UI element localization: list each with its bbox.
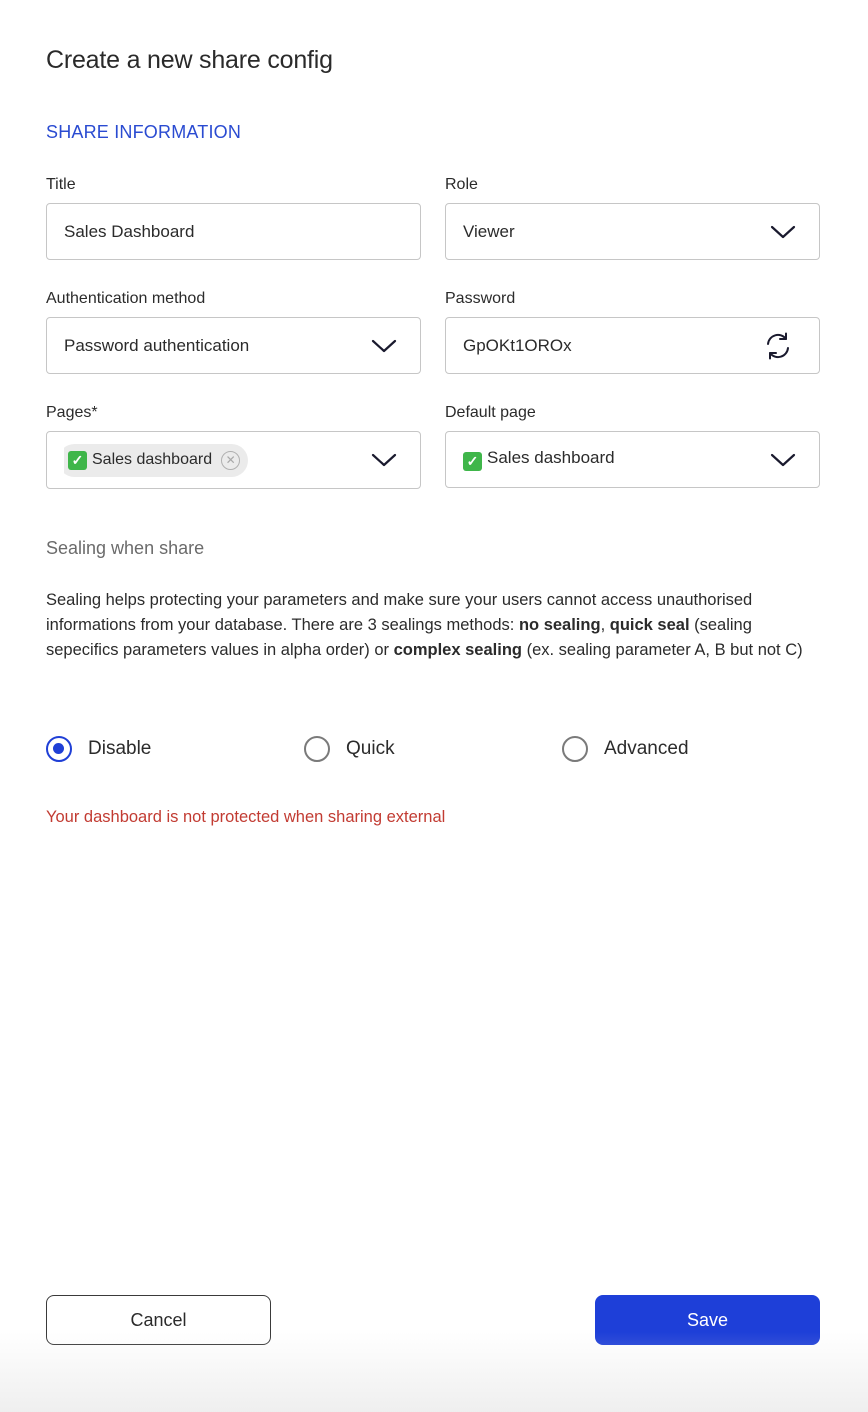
- auth-method-field: [46, 289, 421, 374]
- section-title-share-information: SHARE INFORMATION: [46, 122, 242, 142]
- role-field: [445, 175, 820, 260]
- pages-label: Pages*: [46, 404, 98, 421]
- sealing-desc-text-1: Sealing helps protecting your parameters and make sure your users cannot access unauthorised informations from your database. There are 3 sealings methods:: [46, 591, 753, 634]
- password-input-value: GpOKt1OROx: [463, 335, 572, 355]
- default-page-select-value: [463, 448, 770, 471]
- title-input[interactable]: [46, 203, 421, 260]
- radio-disable[interactable]: [46, 736, 151, 762]
- default-page-field: [445, 403, 820, 488]
- sealing-warning-message: Your dashboard is not protected when sharing external: [46, 808, 446, 826]
- sealing-desc-text-2: ,: [600, 616, 610, 634]
- dialog-title: Create a new share config: [46, 46, 333, 74]
- sealing-title: Sealing when share: [46, 538, 205, 558]
- password-field: [445, 289, 820, 374]
- radio-quick[interactable]: [304, 736, 395, 762]
- default-page-select[interactable]: [445, 431, 820, 488]
- check-emoji-icon: ✓: [68, 451, 87, 470]
- cancel-button[interactable]: Cancel: [46, 1295, 271, 1345]
- radio-quick-circle[interactable]: [304, 736, 330, 762]
- pages-multiselect[interactable]: [46, 431, 421, 489]
- default-page-label: Default page: [445, 404, 536, 421]
- sealing-desc-text-3: (sealing sepecifics parameters values in alpha order) or: [46, 616, 752, 659]
- radio-advanced[interactable]: [562, 736, 689, 762]
- close-circle-icon[interactable]: ✕: [221, 451, 240, 470]
- title-label: Title: [46, 176, 76, 193]
- radio-advanced-circle[interactable]: [562, 736, 588, 762]
- sealing-desc-bold-1: no sealing: [518, 616, 601, 634]
- sealing-desc-text-4: (ex. sealing parameter A, B but not C): [521, 641, 803, 659]
- radio-disable-circle[interactable]: [46, 736, 72, 762]
- page-chip: [64, 444, 248, 477]
- pages-chip-container: [64, 444, 371, 477]
- check-emoji-icon: ✓: [463, 452, 482, 471]
- sealing-radio-group: [46, 736, 826, 768]
- chevron-down-icon: [770, 224, 796, 240]
- role-select[interactable]: [445, 203, 820, 260]
- role-label: Role: [445, 176, 478, 193]
- password-label: Password: [445, 290, 516, 307]
- default-page-value-label: Sales dashboard: [487, 448, 615, 468]
- chevron-down-icon: [770, 452, 796, 468]
- title-field: [46, 175, 421, 260]
- radio-quick-label: Quick: [346, 738, 395, 759]
- refresh-icon[interactable]: [764, 332, 792, 360]
- auth-method-label: Authentication method: [46, 290, 206, 307]
- radio-disable-label: Disable: [88, 738, 152, 759]
- radio-advanced-label: Advanced: [604, 738, 689, 759]
- pages-field: [46, 403, 421, 489]
- chevron-down-icon: [371, 338, 397, 354]
- auth-method-select[interactable]: [46, 317, 421, 374]
- sealing-description: [46, 588, 826, 663]
- sealing-desc-bold-3: complex sealing: [393, 641, 522, 659]
- sealing-desc-bold-2: quick seal: [609, 616, 690, 634]
- save-button[interactable]: Save: [595, 1295, 820, 1345]
- role-select-value: Viewer: [463, 221, 515, 241]
- page-chip-label: Sales dashboard: [92, 451, 213, 468]
- auth-method-select-value: Password authentication: [64, 335, 250, 355]
- password-input[interactable]: [445, 317, 820, 374]
- chevron-down-icon: [371, 452, 397, 468]
- title-input-value: Sales Dashboard: [64, 221, 195, 241]
